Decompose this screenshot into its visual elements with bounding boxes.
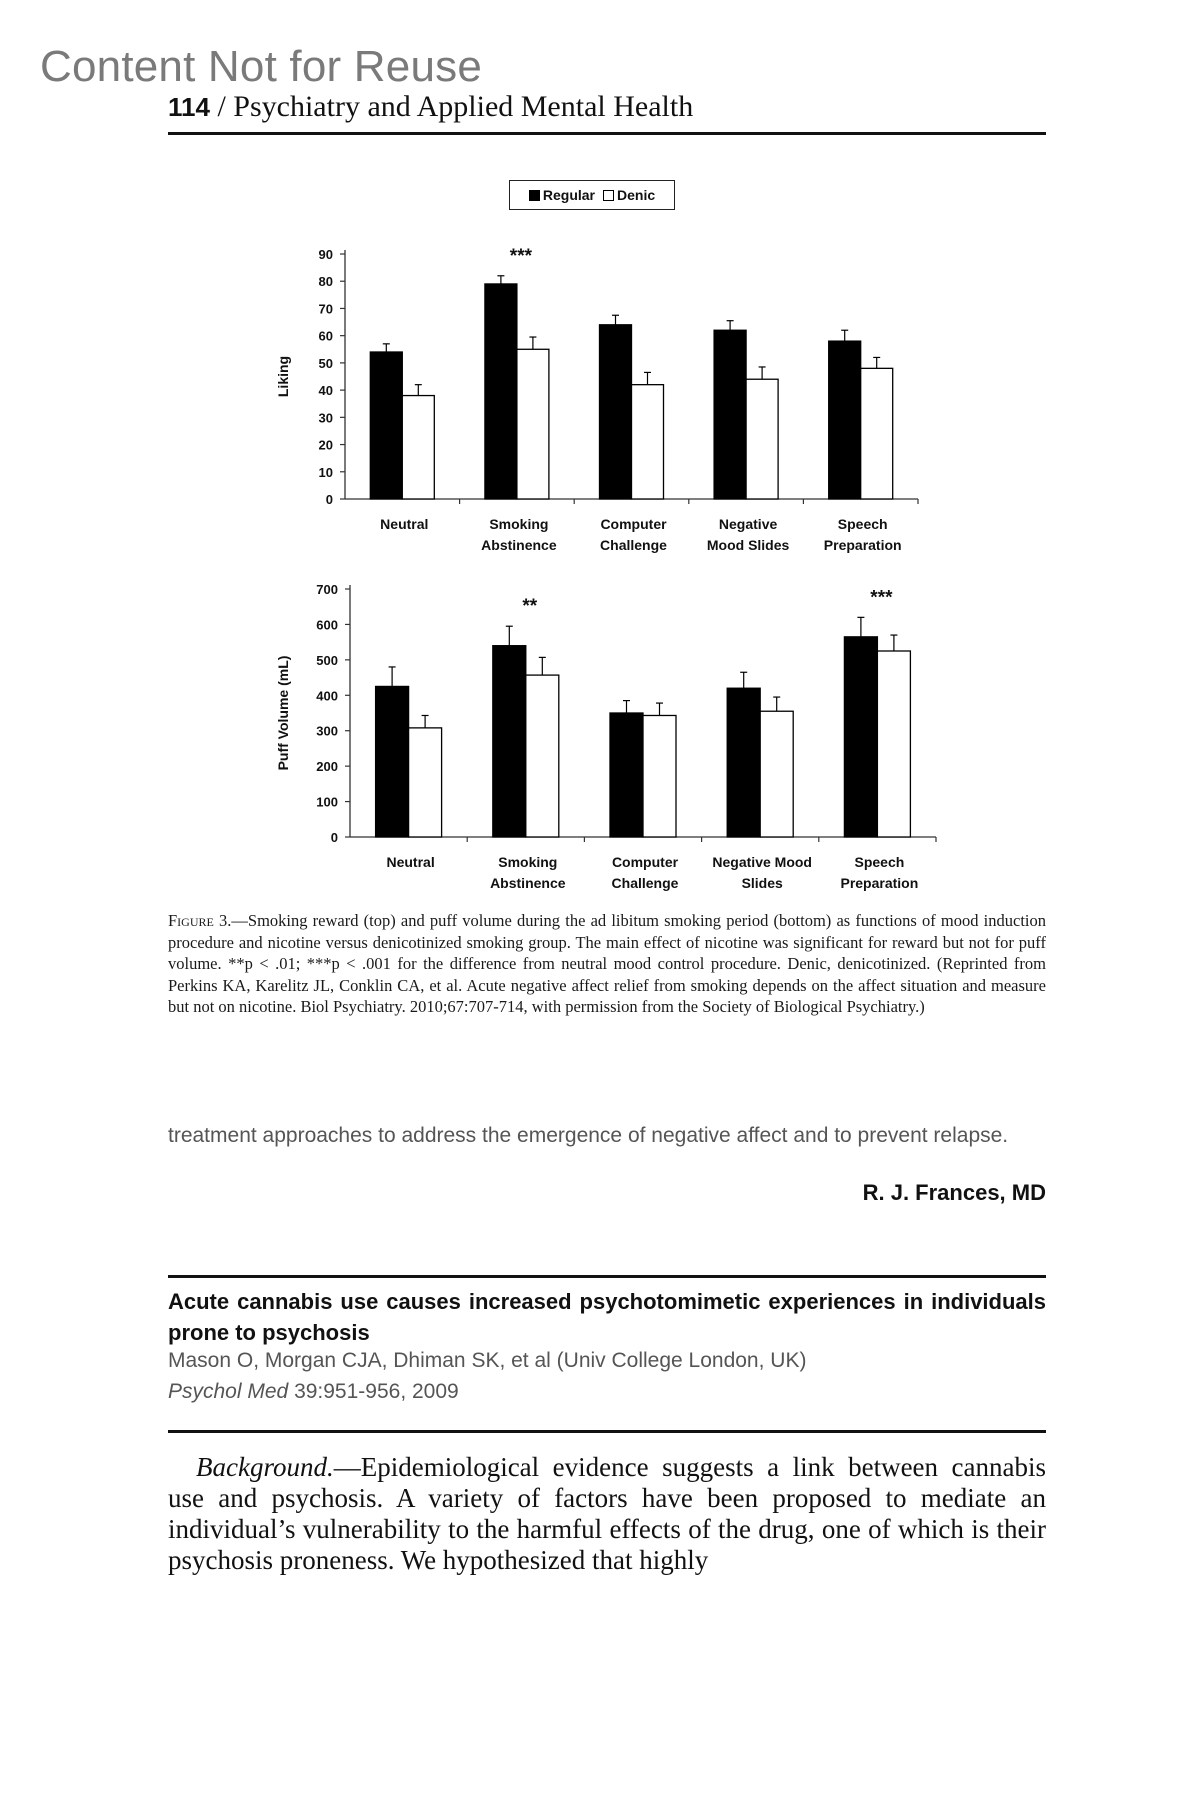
x-tick-label: Computer (611, 854, 679, 870)
x-tick-label: Neutral (380, 516, 429, 532)
legend-item-regular (529, 187, 595, 203)
author-signature: R. J. Frances, MD (862, 1180, 1046, 1205)
y-tick-label: 50 (318, 355, 333, 371)
article-journal: Psychol Med (168, 1380, 289, 1403)
bar-denic (877, 651, 910, 837)
bar-regular (376, 686, 409, 837)
y-tick-label: 0 (325, 492, 333, 507)
y-tick-label: 300 (316, 723, 338, 739)
caption-label: Figure 3. (168, 911, 232, 930)
y-tick-label: 30 (318, 410, 333, 426)
bar-denic (746, 379, 778, 499)
y-tick-label: 500 (316, 652, 338, 668)
y-tick-label: 90 (318, 247, 333, 262)
y-tick-label: 80 (318, 274, 333, 290)
background-label: Background. (196, 1452, 334, 1482)
bar-denic (760, 711, 793, 837)
x-tick-label: Smoking (489, 516, 549, 532)
bar-regular (727, 688, 760, 837)
x-tick-label: Neutral (386, 854, 435, 870)
bar-denic (402, 396, 434, 499)
background-paragraph (168, 1452, 1046, 1576)
bar-denic (526, 675, 559, 837)
y-tick-label: 20 (318, 437, 333, 453)
y-tick-label: 600 (316, 617, 338, 633)
legend-label-denic: Denic (617, 187, 656, 203)
x-tick-label: Preparation (840, 875, 919, 891)
x-tick-label: Abstinence (490, 875, 566, 891)
bar-regular (370, 352, 402, 499)
journal-name: Psychiatry and Applied Mental Health (233, 90, 694, 123)
chart-legend (509, 180, 675, 210)
significance-marker: *** (509, 245, 532, 267)
x-tick-label: Computer (600, 516, 667, 532)
y-axis-title: Puff Volume (mL) (275, 655, 291, 771)
article-volume-pages: 39:951-956, 2009 (294, 1380, 459, 1403)
y-tick-label: 10 (318, 464, 333, 480)
background-text: —Epidemiological evidence suggests a link between cannabis use and psychosis. A variety of factors have been proposed to mediate an individual’s vulnerability to the harmful effects of the drug, one of which is their psychosis proneness. We hypothesized that highly (168, 1452, 1046, 1575)
caption-text: —Smoking reward (top) and puff volume during the ad libitum smoking period (bottom) as functions of mood induction procedure and nicotine versus denicotinized smoking group. The main effect of nicotine was significant for reward but not for puff volume. **p < .01; ***p < .001 for the difference from neutral mood control procedure. Denic, denicotinized. (Reprinted from Perkins KA, Karelitz JL, Conklin CA, et al. Acute negative affect relief from smoking depends on the affect situation and measure but not on nicotine. Biol Psychiatry. 2010;67:707-714, with permission from the Society of Biological Psychiatry.) (168, 911, 1047, 1016)
significance-marker: ** (522, 596, 538, 618)
legend-label-regular: Regular (542, 187, 595, 203)
bar-denic (632, 385, 664, 499)
x-tick-label: Slides (741, 875, 783, 891)
article-title: Acute cannabis use causes increased psychotomimetic experiences in individuals prone to psychosis (168, 1289, 1046, 1345)
significance-marker: *** (870, 587, 893, 609)
y-tick-label: 40 (318, 383, 333, 399)
figure-caption (168, 910, 1046, 1018)
y-axis-title: Liking (275, 355, 291, 398)
running-head (168, 90, 693, 124)
legend-swatch-regular (529, 190, 540, 201)
y-tick-label: 70 (318, 301, 333, 317)
x-tick-label: Challenge (600, 537, 667, 553)
article-bottom-rule (168, 1430, 1046, 1433)
bar-regular (829, 341, 861, 499)
bar-regular (610, 713, 643, 837)
x-tick-label: Speech (854, 854, 905, 870)
watermark: Content Not for Reuse (40, 42, 482, 91)
y-tick-label: 700 (316, 582, 338, 597)
bar-denic (517, 349, 549, 499)
x-tick-label: Negative Mood (712, 854, 812, 870)
legend-swatch-denic (603, 190, 614, 201)
y-tick-label: 100 (316, 794, 338, 810)
bar-regular (844, 637, 877, 837)
y-tick-label: 60 (318, 328, 333, 344)
x-tick-label: Negative (718, 516, 778, 532)
continuation-text: treatment approaches to address the emergence of negative affect and to prevent relapse. (168, 1124, 1009, 1147)
y-tick-label: 0 (330, 830, 338, 845)
bar-denic (409, 728, 442, 837)
y-tick-label: 400 (316, 688, 338, 704)
x-tick-label: Smoking (498, 854, 558, 870)
x-tick-label: Mood Slides (706, 537, 790, 553)
liking-bar-chart (0, 230, 1200, 570)
header-rule (168, 132, 1046, 135)
bar-regular (493, 646, 526, 837)
x-tick-label: Speech (837, 516, 888, 532)
bar-denic (643, 715, 676, 837)
legend-item-denic (603, 187, 655, 203)
article-authors: Mason O, Morgan CJA, Dhiman SK, et al (Univ College London, UK) (168, 1349, 807, 1372)
y-tick-label: 200 (316, 759, 338, 775)
bar-regular (600, 325, 632, 499)
running-head-separator: / (217, 90, 226, 123)
bar-regular (485, 284, 517, 499)
bar-regular (714, 330, 746, 499)
x-tick-label: Abstinence (481, 537, 557, 553)
x-tick-label: Challenge (611, 875, 679, 891)
x-tick-label: Preparation (823, 537, 902, 553)
page-number: 114 (168, 92, 210, 122)
bar-denic (861, 368, 893, 499)
article-citation (168, 1380, 459, 1404)
article-top-rule (168, 1275, 1046, 1278)
puff-volume-bar-chart (0, 570, 1200, 910)
